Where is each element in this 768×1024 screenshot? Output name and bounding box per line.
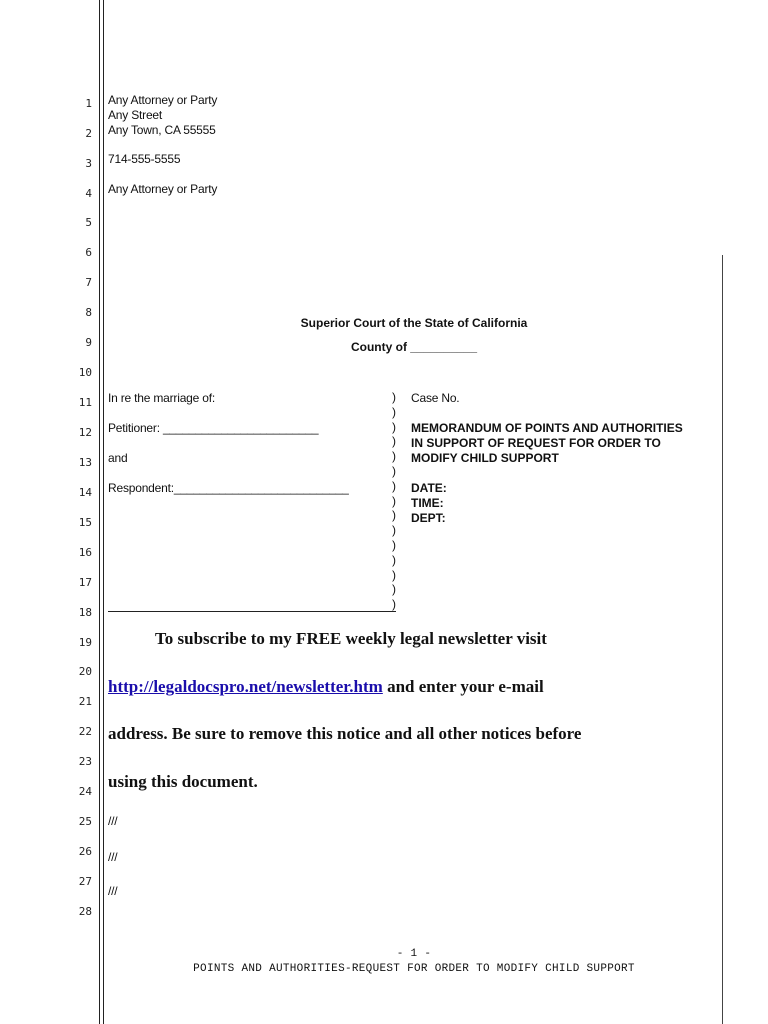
line-number: 13	[78, 456, 92, 469]
case-number-label: Case No.	[411, 391, 460, 405]
notice-line2-rest: and enter your e-mail	[382, 677, 544, 696]
line-number: 25	[78, 815, 92, 828]
caption-in-re: In re the marriage of:	[108, 391, 215, 405]
attorney-city: Any Town, CA 55555	[108, 123, 216, 137]
paren: )	[392, 434, 396, 449]
newsletter-link[interactable]: http://legaldocspro.net/newsletter.htm	[108, 677, 383, 696]
hearing-date-label: DATE:	[411, 481, 447, 495]
line-number: 15	[78, 516, 92, 529]
paren: )	[392, 552, 396, 567]
document-title-line3: MODIFY CHILD SUPPORT	[411, 451, 559, 465]
line-number: 1	[85, 97, 92, 110]
attorney-street: Any Street	[108, 108, 163, 122]
hearing-time-label: TIME:	[411, 496, 444, 510]
notice-line1: To subscribe to my FREE weekly legal newsletter visit	[155, 629, 547, 648]
attorney-phone: 714-555-5555	[108, 152, 181, 166]
line-number: 22	[78, 725, 92, 738]
caption-bottom-rule	[108, 611, 396, 612]
paren: )	[392, 567, 396, 582]
paren: )	[392, 537, 396, 552]
line-number: 17	[78, 576, 92, 589]
court-name: Superior Court of the State of California	[300, 316, 528, 330]
attorney-for: Any Attorney or Party	[108, 182, 218, 196]
line-number: 16	[78, 546, 92, 559]
document-title-line1: MEMORANDUM OF POINTS AND AUTHORITIES	[411, 421, 683, 435]
line-number: 27	[78, 875, 92, 888]
continuation-mark: ///	[108, 884, 118, 898]
line-number: 2	[85, 127, 92, 140]
caption-and: and	[108, 451, 128, 465]
pleading-margin-rule-outer	[99, 0, 100, 1024]
line-number: 19	[78, 636, 92, 649]
line-number: 6	[85, 246, 92, 259]
line-number: 3	[85, 157, 92, 170]
line-number: 28	[78, 905, 92, 918]
paren: )	[392, 390, 396, 404]
continuation-mark: ///	[108, 814, 118, 828]
line-number: 20	[78, 665, 92, 678]
pleading-margin-rule-inner	[103, 0, 104, 1024]
notice-line4: using this document.	[108, 772, 258, 791]
line-number: 9	[85, 336, 92, 349]
continuation-mark: ///	[108, 850, 118, 864]
paren: )	[392, 419, 396, 434]
paren: )	[392, 597, 396, 612]
line-number: 12	[78, 426, 92, 439]
paren: )	[392, 493, 396, 508]
caption-petitioner: Petitioner: ________________________	[108, 421, 319, 435]
line-number: 7	[85, 276, 92, 289]
line-number: 5	[85, 216, 92, 229]
line-number: 26	[78, 845, 92, 858]
line-number: 18	[78, 606, 92, 619]
page-number: - 1 -	[396, 948, 432, 960]
court-county: County of __________	[350, 340, 478, 354]
line-number: 10	[78, 366, 92, 379]
paren: )	[392, 449, 396, 464]
paren: )	[392, 523, 396, 538]
document-title-line2: IN SUPPORT OF REQUEST FOR ORDER TO	[411, 436, 661, 450]
caption-respondent: Respondent:___________________________	[108, 481, 349, 495]
line-number: 14	[78, 486, 92, 499]
notice-line2	[108, 677, 708, 697]
paren: )	[392, 582, 396, 597]
line-number: 21	[78, 695, 92, 708]
line-number: 11	[78, 396, 92, 409]
paren: )	[392, 404, 396, 419]
paren: )	[392, 463, 396, 478]
line-number: 23	[78, 755, 92, 768]
notice-line3: address. Be sure to remove this notice and all other notices before	[108, 724, 582, 743]
line-number: 4	[85, 187, 92, 200]
hearing-dept-label: DEPT:	[411, 511, 446, 525]
line-number: 24	[78, 785, 92, 798]
paren: )	[392, 508, 396, 523]
line-number: 8	[85, 306, 92, 319]
paren: )	[392, 478, 396, 493]
caption-paren-column	[392, 390, 400, 612]
attorney-name: Any Attorney or Party	[108, 93, 218, 107]
footer-title: POINTS AND AUTHORITIES-REQUEST FOR ORDER TO MODIFY CHILD SUPPORT	[193, 963, 635, 975]
